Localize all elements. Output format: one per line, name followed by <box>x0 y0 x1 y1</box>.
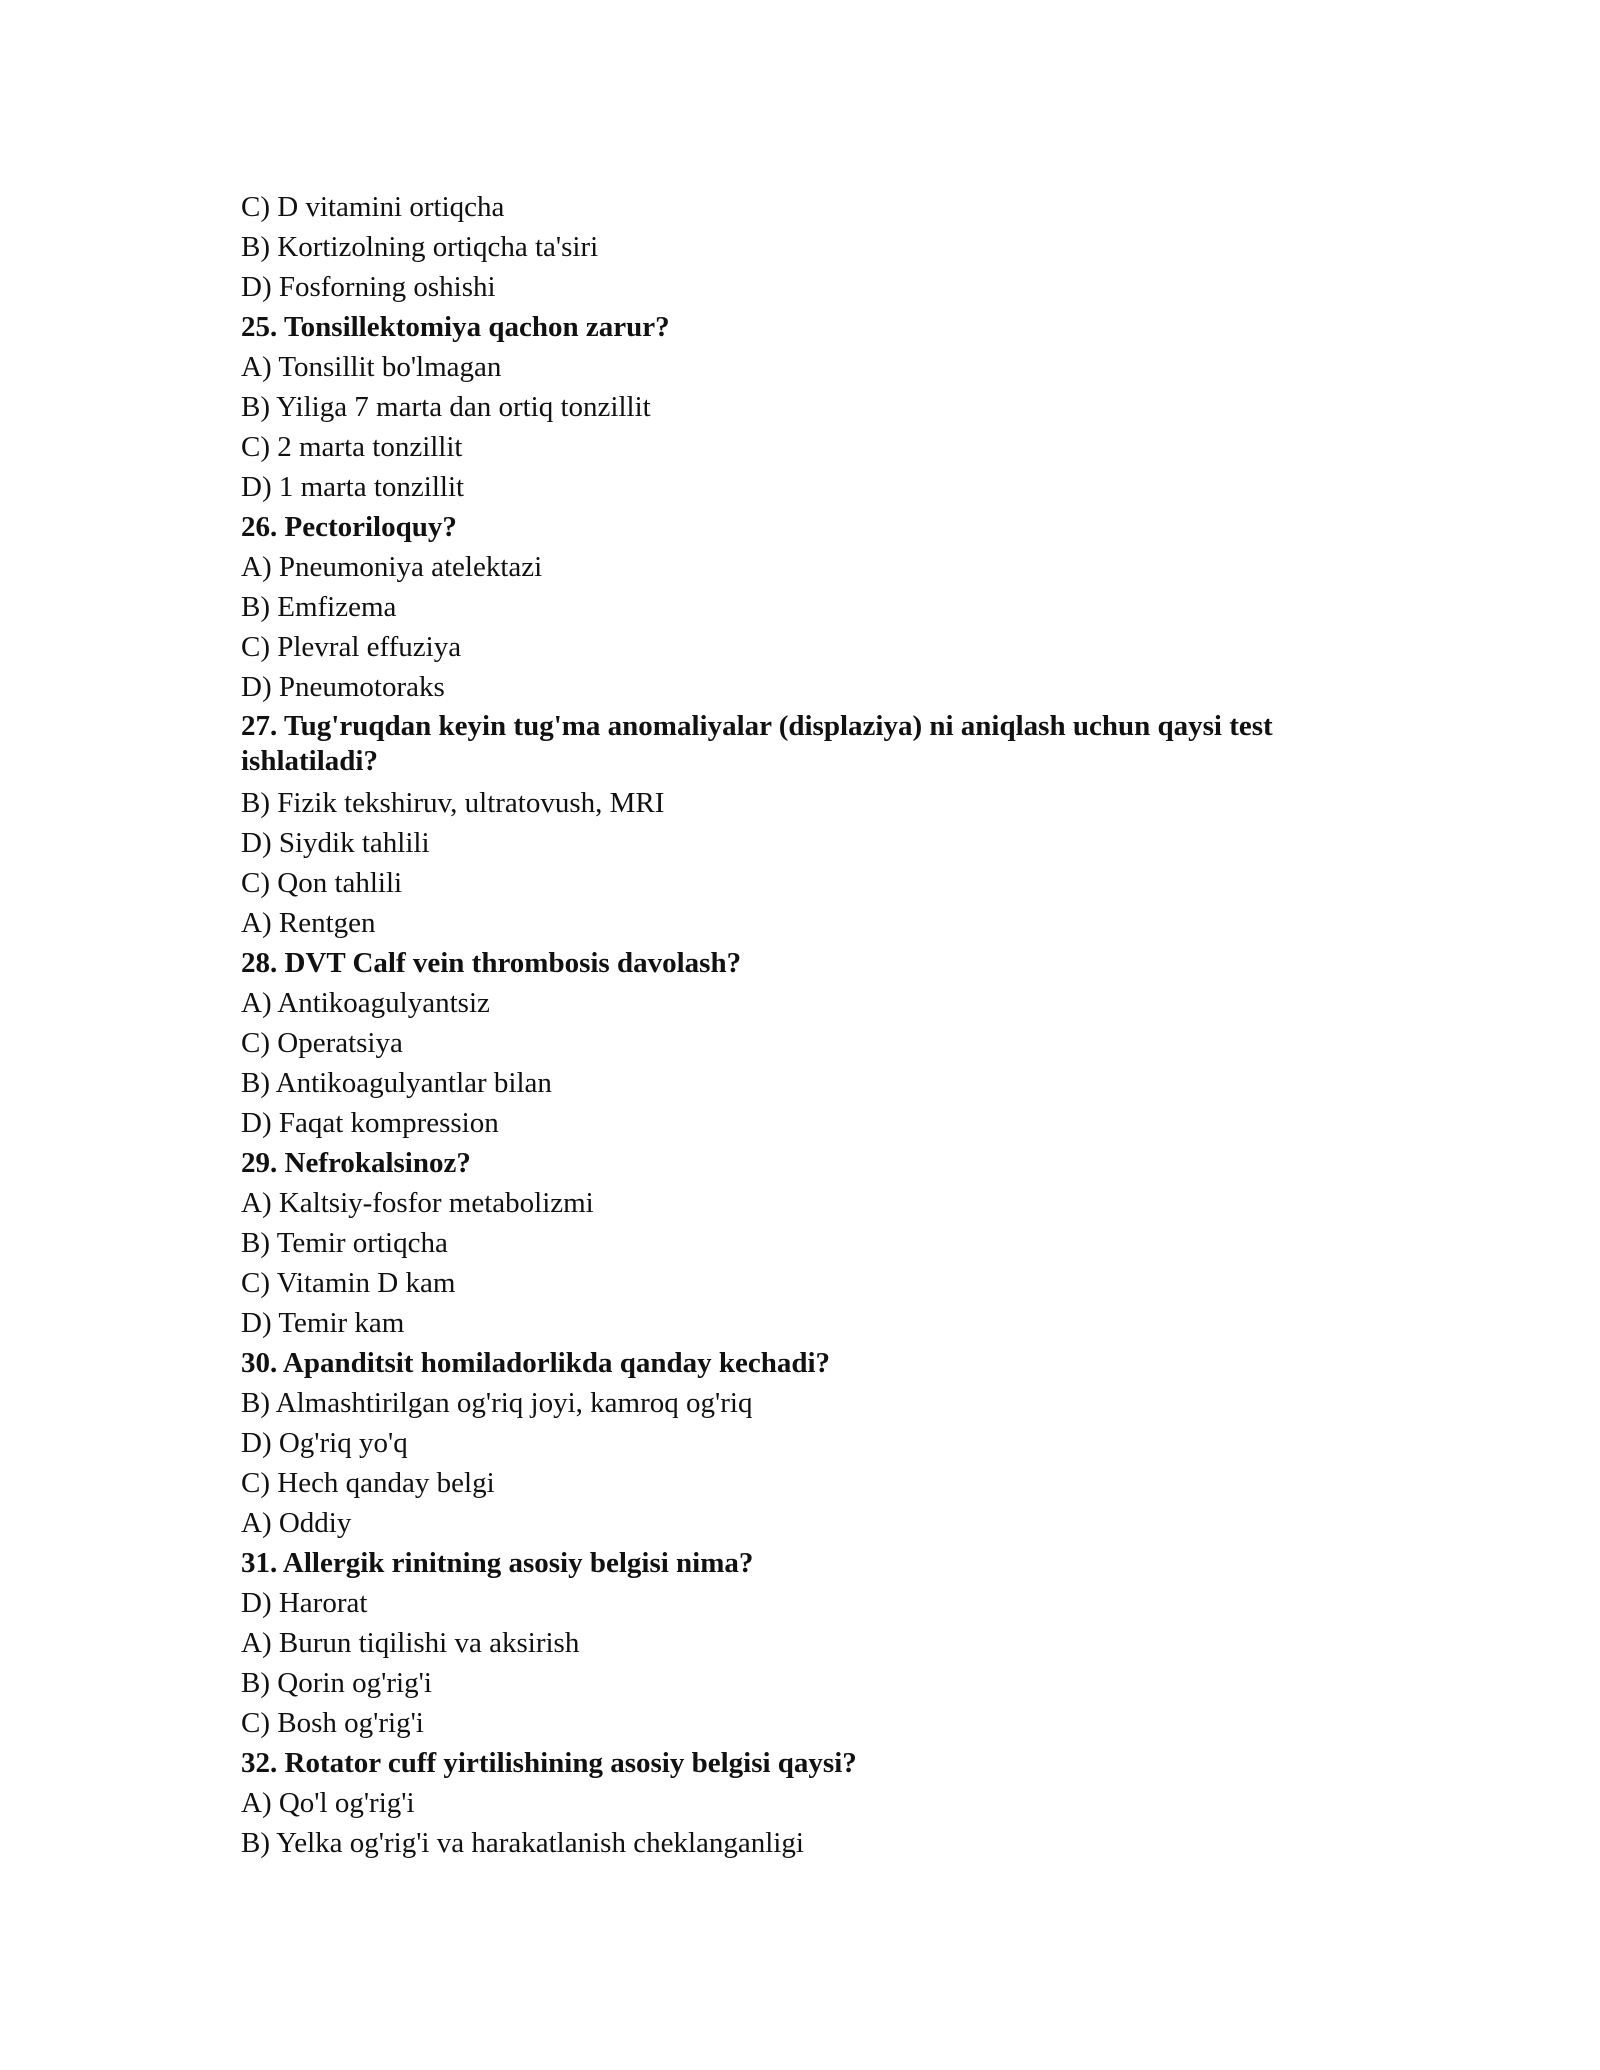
quiz-content <box>241 187 1381 1863</box>
answer-option: A) Antikoagulyantsiz <box>241 987 490 1019</box>
answer-option: D) 1 marta tonzillit <box>241 471 465 503</box>
answer-option: B) Yelka og'rig'i va harakatlanish cheklanganligi <box>241 1827 804 1859</box>
question-title: 30. Apanditsit homiladorlikda qanday kechadi? <box>241 1347 831 1379</box>
question-title: 25. Tonsillektomiya qachon zarur? <box>241 311 670 343</box>
answer-option: D) Fosforning oshishi <box>241 271 496 303</box>
answer-option: B) Emfizema <box>241 591 397 623</box>
answer-option: A) Pneumoniya atelektazi <box>241 551 543 583</box>
answer-option: D) Temir kam <box>241 1307 405 1339</box>
answer-option: A) Kaltsiy-fosfor metabolizmi <box>241 1187 594 1219</box>
answer-option: C) Operatsiya <box>241 1027 403 1059</box>
answer-option: C) Qon tahlili <box>241 867 403 899</box>
answer-option: B) Kortizolning ortiqcha ta'siri <box>241 231 599 263</box>
answer-option: B) Antikoagulyantlar bilan <box>241 1067 552 1099</box>
question-title: 28. DVT Calf vein thrombosis davolash? <box>241 947 742 979</box>
question-title: 31. Allergik rinitning asosiy belgisi nima? <box>241 1547 754 1579</box>
answer-option: D) Og'riq yo'q <box>241 1427 408 1459</box>
question-title: 29. Nefrokalsinoz? <box>241 1147 471 1179</box>
answer-option: D) Pneumotoraks <box>241 671 445 703</box>
answer-option: B) Temir ortiqcha <box>241 1227 448 1259</box>
answer-option: D) Harorat <box>241 1587 368 1619</box>
answer-option: C) Vitamin D kam <box>241 1267 456 1299</box>
answer-option: C) 2 marta tonzillit <box>241 431 463 463</box>
answer-option: A) Burun tiqilishi va aksirish <box>241 1627 580 1659</box>
answer-option: B) Fizik tekshiruv, ultratovush, MRI <box>241 787 665 819</box>
answer-option: C) Hech qanday belgi <box>241 1467 495 1499</box>
question-title: 32. Rotator cuff yirtilishining asosiy belgisi qaysi? <box>241 1747 857 1779</box>
answer-option: B) Qorin og'rig'i <box>241 1667 432 1699</box>
answer-option: C) Plevral effuziya <box>241 631 462 663</box>
answer-option: A) Tonsillit bo'lmagan <box>241 351 502 383</box>
answer-option: D) Siydik tahlili <box>241 827 430 859</box>
answer-option: A) Oddiy <box>241 1507 352 1539</box>
question-title: 26. Pectoriloquy? <box>241 511 457 543</box>
answer-option: C) D vitamini ortiqcha <box>241 191 505 223</box>
answer-option: A) Rentgen <box>241 907 376 939</box>
answer-option: C) Bosh og'rig'i <box>241 1707 424 1739</box>
question-title: 27. Tug'ruqdan keyin tug'ma anomaliyalar (displaziya) ni aniqlash uchun qaysi test ishlatiladi? <box>241 710 1273 777</box>
answer-option: B) Yiliga 7 marta dan ortiq tonzillit <box>241 391 651 423</box>
answer-option: A) Qo'l og'rig'i <box>241 1787 415 1819</box>
answer-option: D) Faqat kompression <box>241 1107 499 1139</box>
answer-option: B) Almashtirilgan og'riq joyi, kamroq og'riq <box>241 1387 753 1419</box>
